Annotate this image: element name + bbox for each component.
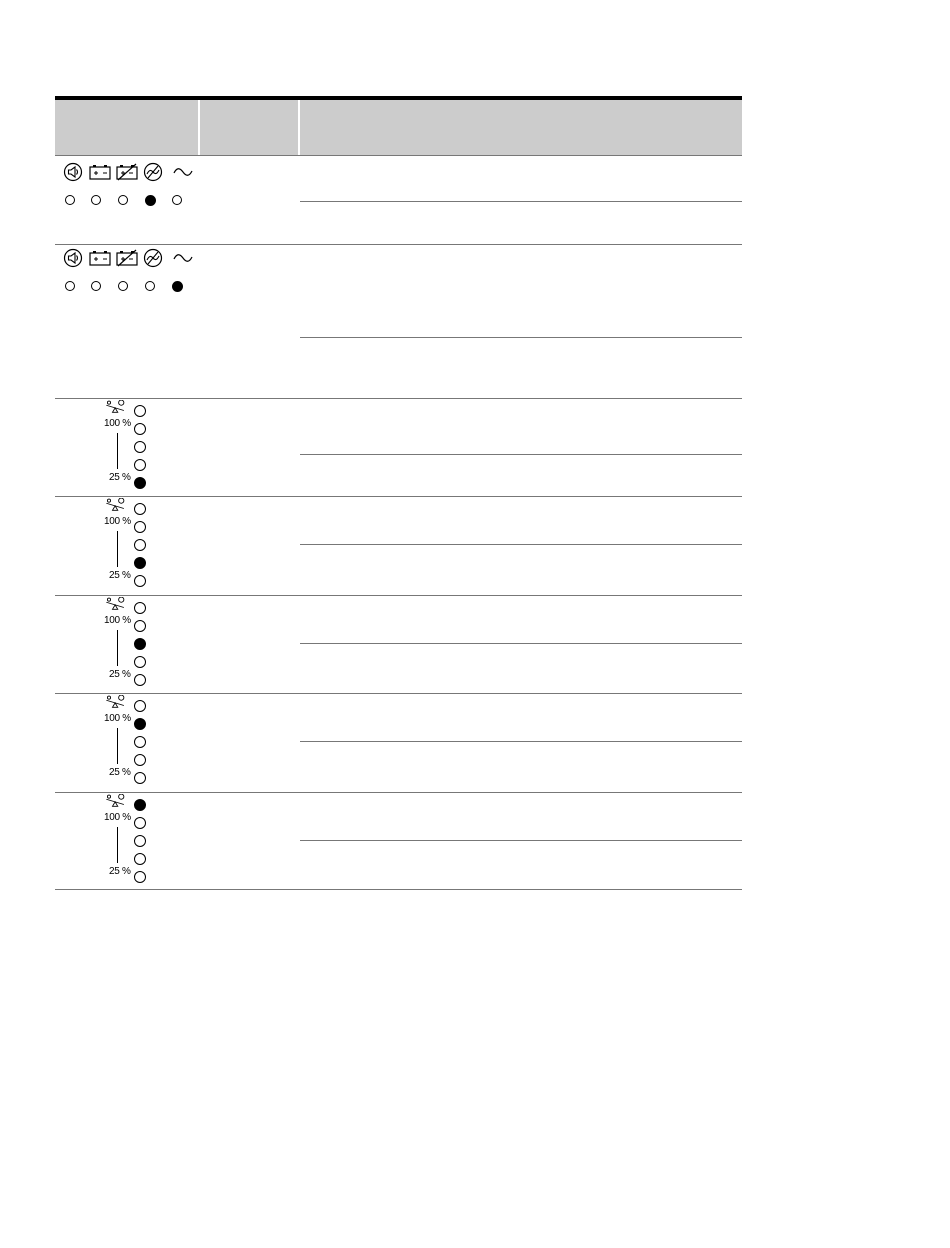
load-label-25: 25 % (109, 669, 131, 680)
status-led-2 (91, 281, 101, 291)
load-led-2 (134, 521, 146, 533)
load-led-4 (134, 557, 146, 569)
row-separator (55, 595, 742, 596)
battery-icon (89, 163, 111, 181)
load-scale-bar (117, 728, 118, 764)
status-led-1 (65, 195, 75, 205)
load-scale-bar (117, 531, 118, 567)
load-led-5 (134, 477, 146, 489)
load-label-100: 100 % (104, 812, 131, 823)
load-label-100: 100 % (104, 713, 131, 724)
table-bottom-rule (55, 889, 742, 890)
load-led-2 (134, 423, 146, 435)
load-label-100: 100 % (104, 516, 131, 527)
load-led-5 (134, 575, 146, 587)
load-led-1 (134, 602, 146, 614)
load-label-25: 25 % (109, 570, 131, 581)
load-led-2 (134, 817, 146, 829)
row-separator (55, 792, 742, 793)
sub-row-separator (300, 840, 742, 841)
header-cell-description (300, 100, 742, 155)
sub-row-separator (300, 454, 742, 455)
load-led-5 (134, 871, 146, 883)
load-label-25: 25 % (109, 767, 131, 778)
overload-icon (105, 597, 127, 611)
battery-icon (89, 249, 111, 267)
battery-fault-icon (116, 163, 138, 181)
load-label-25: 25 % (109, 472, 131, 483)
row-separator (55, 155, 742, 156)
overload-icon (105, 400, 127, 414)
row-separator (55, 244, 742, 245)
load-led-3 (134, 835, 146, 847)
load-led-1 (134, 503, 146, 515)
speaker-icon (63, 162, 83, 182)
status-led-4 (145, 195, 156, 206)
load-led-4 (134, 459, 146, 471)
load-led-4 (134, 656, 146, 668)
row-separator (55, 693, 742, 694)
status-led-2 (91, 195, 101, 205)
sub-row-separator (300, 337, 742, 338)
led-indicator-table (55, 96, 742, 890)
overload-icon (105, 695, 127, 709)
sub-row-separator (300, 643, 742, 644)
sub-row-separator (300, 201, 742, 202)
load-label-100: 100 % (104, 418, 131, 429)
load-scale-bar (117, 433, 118, 469)
row-separator (55, 496, 742, 497)
load-led-3 (134, 441, 146, 453)
load-led-3 (134, 539, 146, 551)
status-led-5 (172, 281, 183, 292)
sub-row-separator (300, 544, 742, 545)
load-led-1 (134, 799, 146, 811)
load-led-1 (134, 700, 146, 712)
status-led-3 (118, 281, 128, 291)
ac-line-icon (172, 165, 194, 179)
load-led-3 (134, 638, 146, 650)
load-label-100: 100 % (104, 615, 131, 626)
sub-row-separator (300, 741, 742, 742)
row-separator (55, 398, 742, 399)
load-led-1 (134, 405, 146, 417)
load-led-4 (134, 853, 146, 865)
load-led-5 (134, 674, 146, 686)
overload-icon (105, 794, 127, 808)
header-cell-indicator (55, 100, 198, 155)
load-led-2 (134, 620, 146, 632)
load-led-4 (134, 754, 146, 766)
ac-line-icon (172, 251, 194, 265)
overload-icon (105, 498, 127, 512)
load-led-2 (134, 718, 146, 730)
status-led-4 (145, 281, 155, 291)
load-label-25: 25 % (109, 866, 131, 877)
load-scale-bar (117, 630, 118, 666)
status-led-1 (65, 281, 75, 291)
load-led-3 (134, 736, 146, 748)
header-cell-status (200, 100, 298, 155)
status-led-5 (172, 195, 182, 205)
load-scale-bar (117, 827, 118, 863)
load-led-5 (134, 772, 146, 784)
speaker-icon (63, 248, 83, 268)
status-led-3 (118, 195, 128, 205)
bypass-icon (143, 248, 163, 268)
battery-fault-icon (116, 249, 138, 267)
bypass-icon (143, 162, 163, 182)
